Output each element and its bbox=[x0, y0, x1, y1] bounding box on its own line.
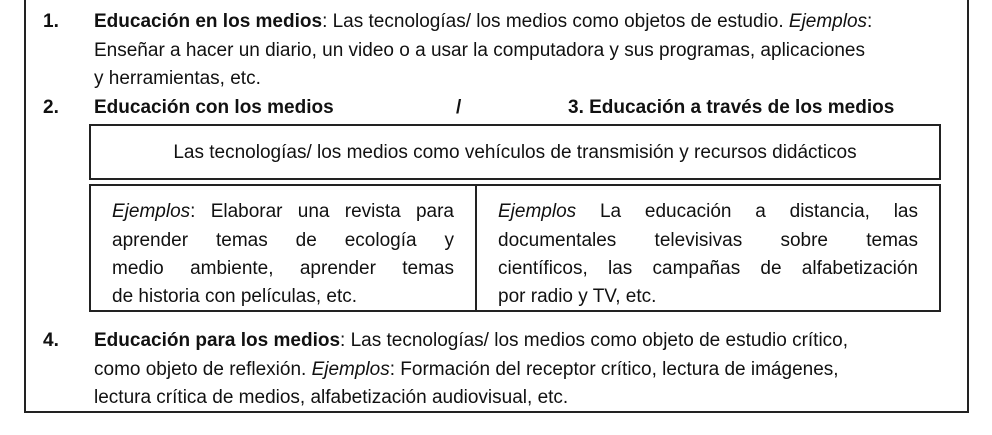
item-4-line-1 bbox=[94, 327, 848, 354]
left-cell-line-1 bbox=[112, 198, 454, 226]
item-4-title: Educación para los medios bbox=[94, 330, 341, 351]
item-1-text: : Las tecnologías/ los medios como objetos de estudio. bbox=[322, 11, 789, 32]
transmission-box-text: Las tecnologías/ los medios como vehículos de transmisión y recursos didácticos bbox=[173, 142, 857, 163]
item-1-line-1 bbox=[94, 8, 872, 35]
item-2-separator: / bbox=[456, 97, 462, 118]
right-cell-ejemplos: Ejemplos bbox=[498, 201, 577, 222]
right-cell-line-2: documentales televisivas sobre temas bbox=[498, 230, 918, 251]
item-4-line-2-start: como objeto de reflexión. bbox=[94, 359, 312, 380]
item-3-title: 3. Educación a través de los medios bbox=[568, 97, 895, 118]
item-1-title: Educación en los medios bbox=[94, 11, 323, 32]
left-cell-line-1-text: : Elaborar una revista para bbox=[190, 201, 454, 222]
right-cell-line-1 bbox=[498, 198, 918, 226]
item-1-line-1-end: : bbox=[867, 11, 873, 32]
item-1-line-2: Enseñar a hacer un diario, un video o a usar la computadora y sus programas, aplicaciones bbox=[94, 40, 865, 61]
left-cell-line-3: medio ambiente, aprender temas bbox=[112, 258, 454, 279]
item-4-ejemplos: Ejemplos bbox=[311, 359, 390, 380]
item-1-number: 1. bbox=[43, 11, 59, 32]
item-1-line-3: y herramientas, etc. bbox=[94, 68, 261, 89]
left-cell-ejemplos: Ejemplos bbox=[112, 201, 191, 222]
item-1-ejemplos: Ejemplos bbox=[788, 11, 868, 32]
item-2-title: Educación con los medios bbox=[94, 97, 334, 118]
left-cell-line-4: de historia con películas, etc. bbox=[112, 286, 358, 307]
item-2-number: 2. bbox=[43, 97, 59, 118]
right-cell-line-4: por radio y TV, etc. bbox=[498, 286, 657, 307]
transmission-box bbox=[89, 124, 941, 180]
left-cell-line-2: aprender temas de ecología y bbox=[112, 230, 454, 251]
right-cell-line-3: científicos, las campañas de alfabetización bbox=[498, 258, 918, 279]
item-4-line-1-text: : Las tecnologías/ los medios como objeto de estudio crítico, bbox=[340, 330, 849, 351]
item-4-line-2 bbox=[94, 356, 839, 383]
right-cell-line-1-text: La educación a distancia, las bbox=[576, 201, 918, 222]
item-4-number: 4. bbox=[43, 330, 59, 351]
item-4-line-3: lectura crítica de medios, alfabetización audiovisual, etc. bbox=[94, 387, 569, 408]
item-4-line-2-end: : Formación del receptor crítico, lectura de imágenes, bbox=[389, 359, 839, 380]
